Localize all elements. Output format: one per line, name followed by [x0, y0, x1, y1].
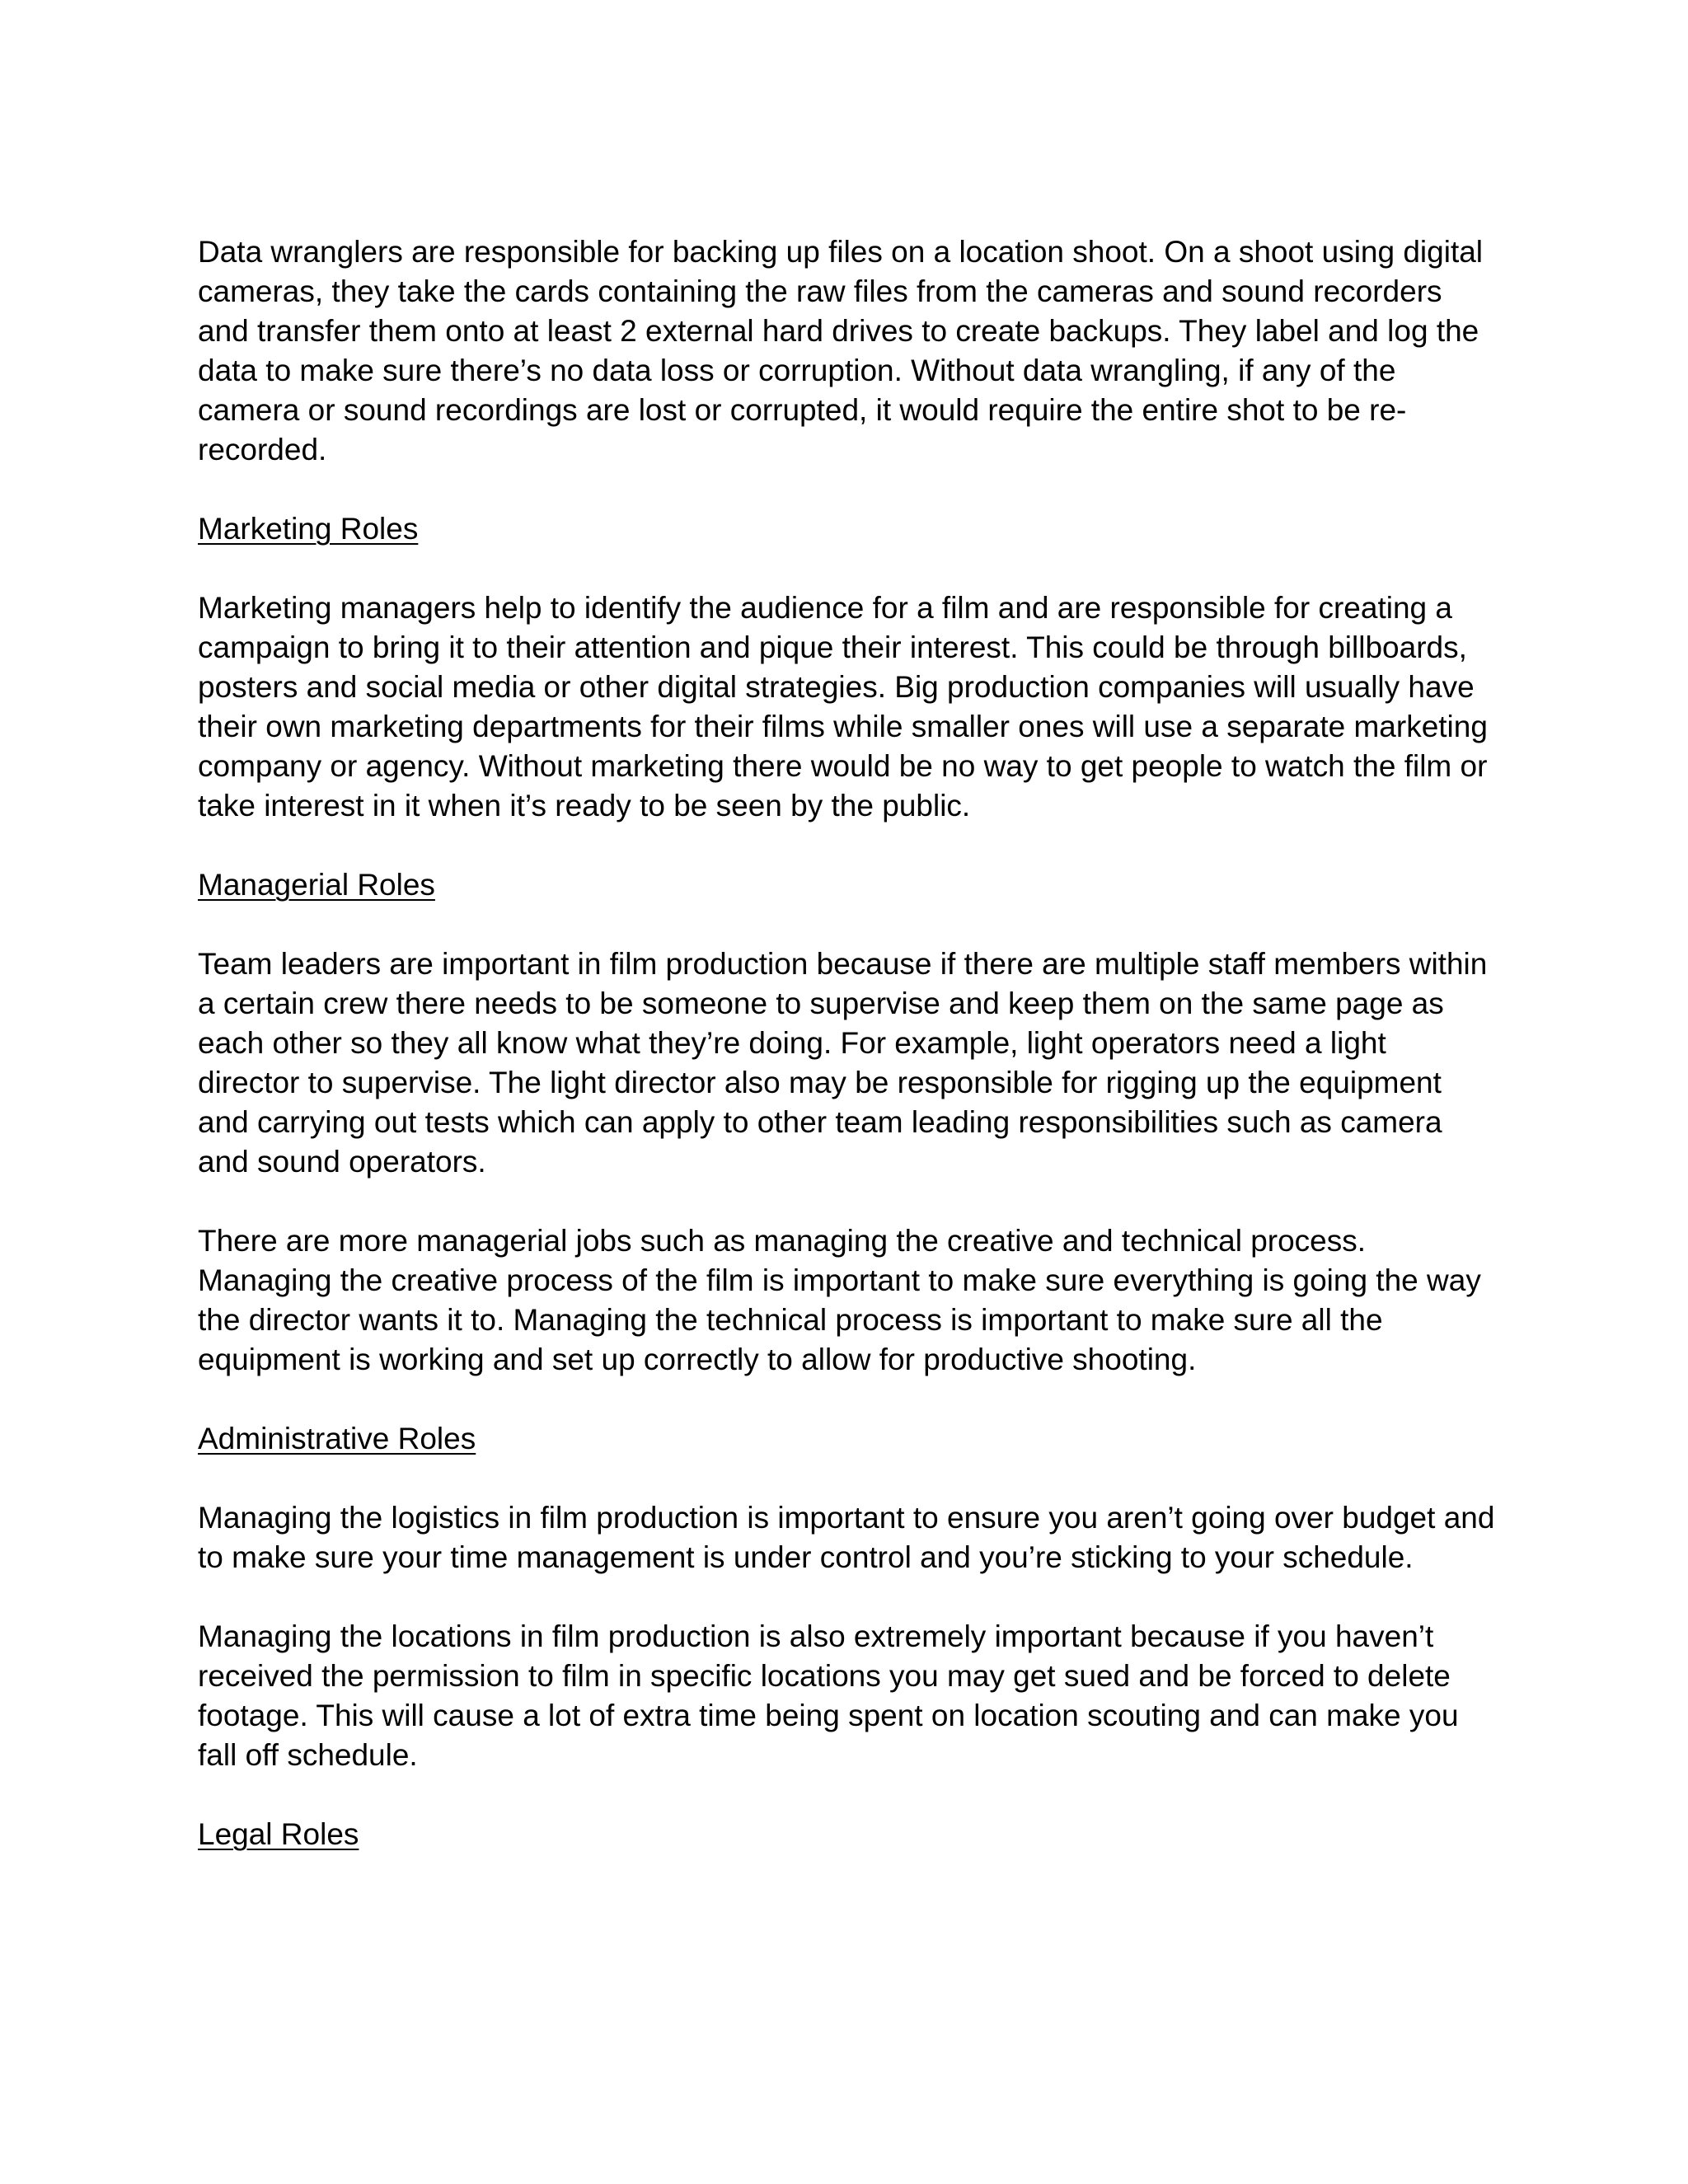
text-line: fall off schedule.: [198, 1738, 418, 1772]
text-line: company or agency. Without marketing there would be no way to get people to watch the film or: [198, 749, 1488, 783]
paragraph-gap: [198, 905, 1517, 944]
text-line: cameras, they take the cards containing the raw files from the cameras and sound recorders: [198, 274, 1442, 308]
text-line: Managing the creative process of the film is important to make sure everything is going the way: [198, 1263, 1481, 1297]
heading-marketing-roles: Marketing Roles: [198, 512, 419, 546]
paragraph-data-wranglers: [198, 232, 1517, 470]
text-line: a certain crew there needs to be someone to supervise and keep them on the same page as: [198, 987, 1444, 1020]
text-line: director to supervise. The light director also may be responsible for rigging up the equipment: [198, 1066, 1442, 1099]
text-line: Team leaders are important in film production because if there are multiple staff members within: [198, 947, 1488, 981]
text-line: There are more managerial jobs such as managing the creative and technical process.: [198, 1224, 1367, 1258]
text-line: Data wranglers are responsible for backing up files on a location shoot. On a shoot using digital: [198, 235, 1484, 269]
paragraph-gap: [198, 826, 1517, 865]
text-line: Managing the logistics in film production is important to ensure you aren’t going over budget and: [198, 1501, 1495, 1535]
text-line: equipment is working and set up correctly to allow for productive shooting.: [198, 1343, 1197, 1376]
paragraph-gap: [198, 1577, 1517, 1617]
text-line: the director wants it to. Managing the technical process is important to make sure all the: [198, 1303, 1383, 1337]
text-line: footage. This will cause a lot of extra time being spent on location scouting and can make you: [198, 1699, 1459, 1732]
paragraph-gap: [198, 1182, 1517, 1221]
text-line: camera or sound recordings are lost or corrupted, it would require the entire shot to be re-: [198, 393, 1407, 427]
text-line: posters and social media or other digital strategies. Big production companies will usually have: [198, 670, 1475, 704]
paragraph-gap: [198, 549, 1517, 588]
heading-managerial-roles: Managerial Roles: [198, 868, 435, 902]
text-line: recorded.: [198, 433, 327, 466]
text-line: each other so they all know what they’re doing. For example, light operators need a light: [198, 1026, 1386, 1060]
text-line: Managing the locations in film production is also extremely important because if you haven’t: [198, 1619, 1434, 1653]
text-line: take interest in it when it’s ready to be seen by the public.: [198, 789, 971, 823]
text-line: and transfer them onto at least 2 external hard drives to create backups. They label and log the: [198, 314, 1479, 348]
paragraph-managerial-jobs: [198, 1221, 1517, 1380]
text-line: and sound operators.: [198, 1145, 486, 1179]
paragraph-gap: [198, 1459, 1517, 1498]
paragraph-logistics: [198, 1498, 1517, 1577]
paragraph-gap: [198, 470, 1517, 509]
text-line: to make sure your time management is under control and you’re sticking to your schedule.: [198, 1540, 1414, 1574]
document-body: [198, 232, 1517, 1854]
text-line: their own marketing departments for their films while smaller ones will use a separate marketing: [198, 710, 1488, 743]
heading-legal-roles: Legal Roles: [198, 1817, 359, 1851]
paragraph-marketing: [198, 588, 1517, 826]
paragraph-gap: [198, 1380, 1517, 1419]
heading-administrative-roles: Administrative Roles: [198, 1422, 476, 1455]
paragraph-team-leaders: [198, 944, 1517, 1182]
text-line: and carrying out tests which can apply to other team leading responsibilities such as camera: [198, 1105, 1442, 1139]
text-line: Marketing managers help to identify the audience for a film and are responsible for creating a: [198, 591, 1452, 625]
paragraph-gap: [198, 1775, 1517, 1815]
text-line: data to make sure there’s no data loss or corruption. Without data wrangling, if any of the: [198, 354, 1396, 387]
paragraph-locations: [198, 1617, 1517, 1775]
text-line: received the permission to film in specific locations you may get sued and be forced to delete: [198, 1659, 1451, 1693]
text-line: campaign to bring it to their attention and pique their interest. This could be through billboards,: [198, 630, 1467, 664]
